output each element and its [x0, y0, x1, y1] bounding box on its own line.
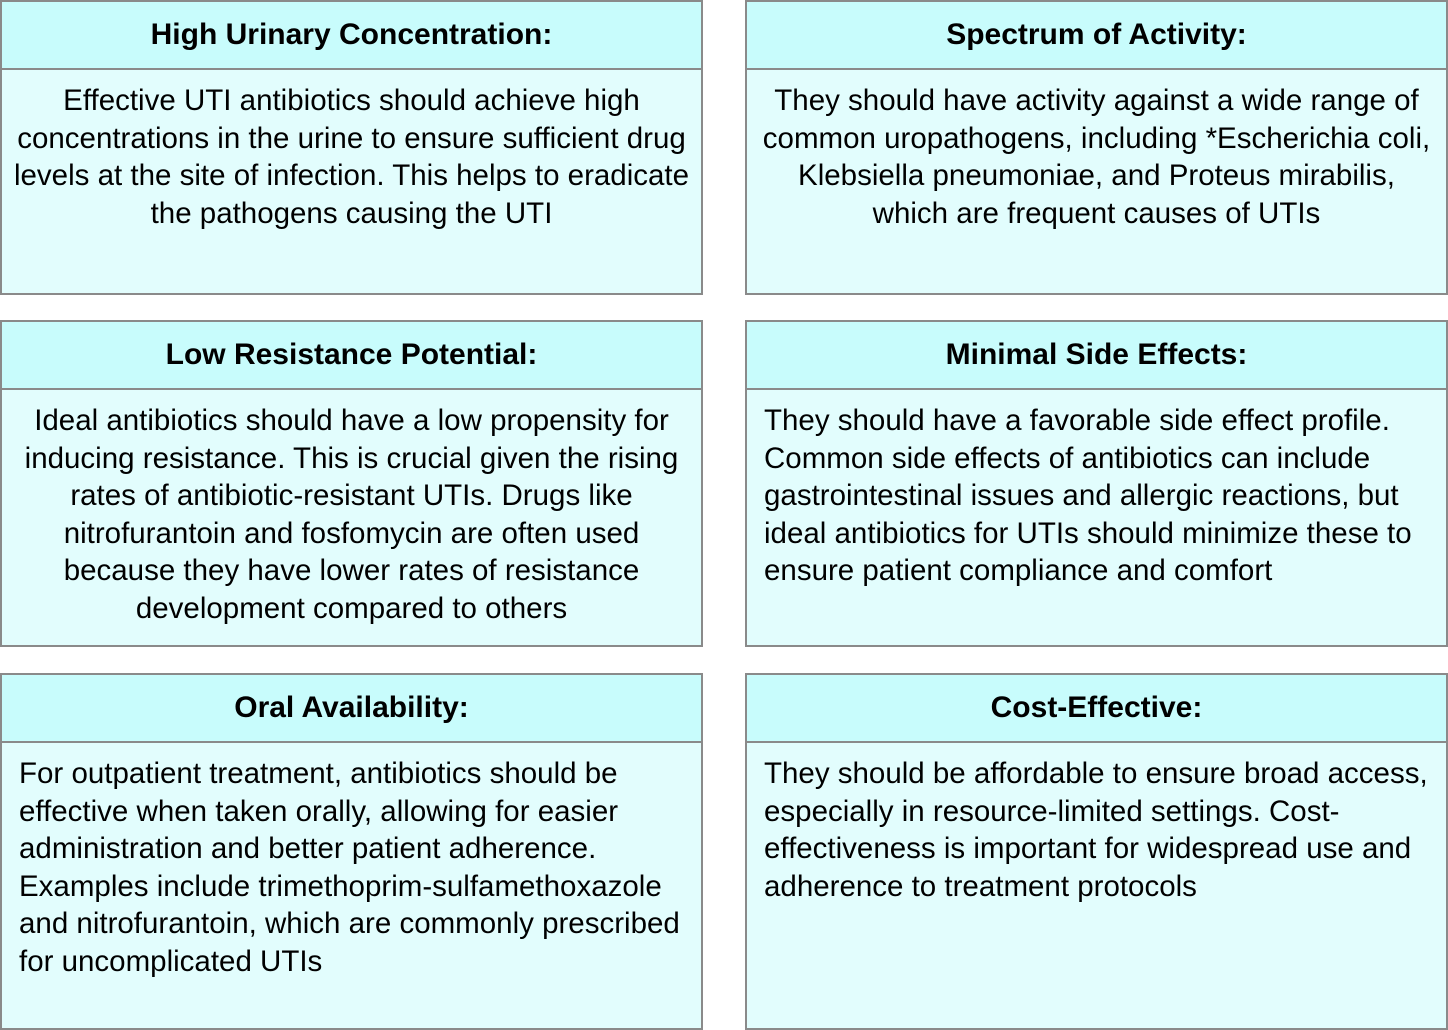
- card-title: High Urinary Concentration:: [2, 2, 701, 70]
- card-title: Low Resistance Potential:: [2, 322, 701, 390]
- card-spectrum-of-activity: [745, 0, 1448, 295]
- card-title: Spectrum of Activity:: [747, 2, 1446, 70]
- card-body: They should be affordable to ensure broad access, especially in resource-limited settings. Cost-effectiveness is important for widespread use and adherence to treatment protocols: [764, 757, 1428, 903]
- card-title: Minimal Side Effects:: [747, 322, 1446, 390]
- card-body: Effective UTI antibiotics should achieve high concentrations in the urine to ensure sufficient drug levels at the site of infection. This helps to eradicate the pathogens causing the UTI: [13, 84, 690, 230]
- card-title: Cost-Effective:: [747, 675, 1446, 743]
- card-body: They should have a favorable side effect profile. Common side effects of antibiotics can include gastrointestinal issues and allergic reactions, but ideal antibiotics for UTIs should minimize these to ensure patient compliance and comfort: [764, 404, 1412, 587]
- card-low-resistance-potential: [0, 320, 703, 647]
- card-body: They should have activity against a wide range of common uropathogens, including *Escherichia coli, Klebsiella pneumoniae, and Proteus mirabilis, which are frequent causes of UTIs: [762, 84, 1431, 230]
- card-oral-availability: [0, 673, 703, 1030]
- card-cost-effective: [745, 673, 1448, 1030]
- card-high-urinary-concentration: [0, 0, 703, 295]
- card-title: Oral Availability:: [2, 675, 701, 743]
- card-body: Ideal antibiotics should have a low propensity for inducing resistance. This is crucial given the rising rates of antibiotic-resistant UTIs. Drugs like nitrofurantoin and fosfomycin are often used because they have lower rates of resistance development compared to others: [24, 404, 679, 625]
- card-body: For outpatient treatment, antibiotics should be effective when taken orally, allowing for easier administration and better patient adherence. Examples include trimethoprim-sulfamethoxazole and nitrofurantoin, which are commonly prescribed for uncomplicated UTIs: [19, 757, 680, 978]
- card-minimal-side-effects: [745, 320, 1448, 647]
